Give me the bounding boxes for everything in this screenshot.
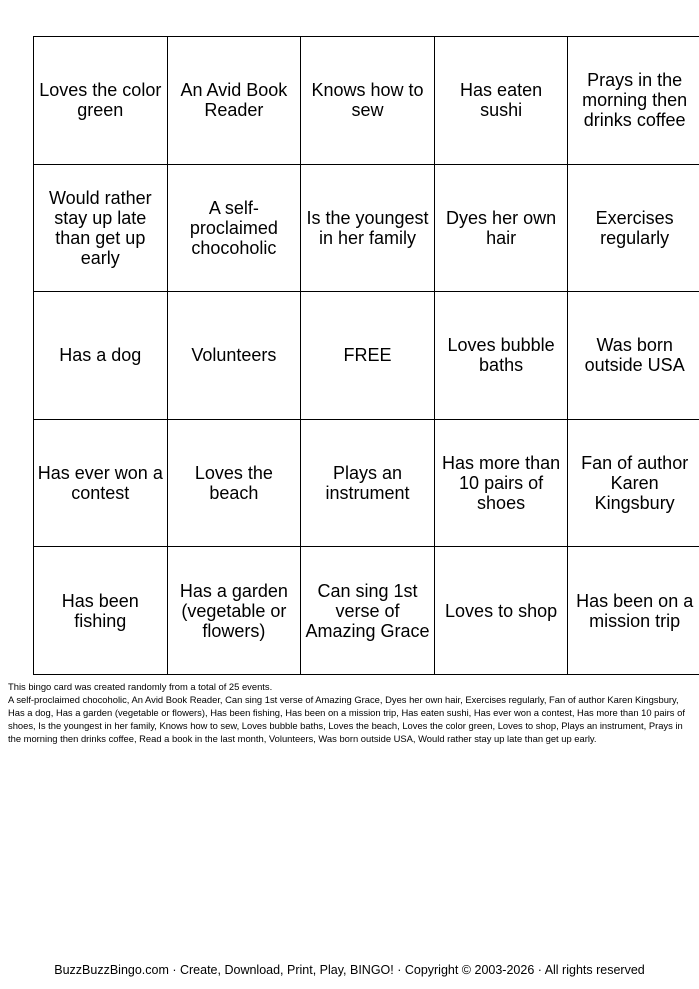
bingo-card-grid bbox=[33, 36, 699, 675]
bingo-cell[interactable]: An Avid Book Reader bbox=[167, 37, 301, 165]
bingo-cell[interactable]: Loves bubble baths bbox=[434, 292, 568, 420]
notes-event-list: A self-proclaimed chocoholic, An Avid Book Reader, Can sing 1st verse of Amazing Grace, Dyes her own hair, Exercises regularly, Fan of author Karen Kingsbury, Has a dog, Has a garden (vegetable or flowers), Has been fishing, Has been on a mission trip, Has eaten sushi, Has ever won a contest, Has more than 10 pairs of shoes, Is the youngest in her family, Knows how to sew, Loves bubble baths, Loves the beach, Loves the color green, Loves to shop, Plays an instrument, Prays in the morning then drinks coffee, Read a book in the last month, Volunteers, Was born outside USA, Would rather stay up late than get up early. bbox=[8, 694, 685, 744]
bingo-cell[interactable]: Prays in the morning then drinks coffee bbox=[568, 37, 699, 165]
bingo-row bbox=[34, 419, 699, 547]
bingo-cell[interactable]: Dyes her own hair bbox=[434, 164, 568, 292]
bingo-cell[interactable]: Loves the color green bbox=[34, 37, 168, 165]
bingo-cell[interactable]: Has a dog bbox=[34, 292, 168, 420]
bingo-cell[interactable]: Volunteers bbox=[167, 292, 301, 420]
bingo-cell[interactable]: Exercises regularly bbox=[568, 164, 699, 292]
bingo-cell[interactable]: Has been on a mission trip bbox=[568, 547, 699, 675]
bingo-cell[interactable]: Has more than 10 pairs of shoes bbox=[434, 419, 568, 547]
card-notes bbox=[8, 680, 692, 745]
bingo-cell[interactable]: Has ever won a contest bbox=[34, 419, 168, 547]
bingo-row bbox=[34, 164, 699, 292]
bingo-cell[interactable]: Can sing 1st verse of Amazing Grace bbox=[301, 547, 435, 675]
bingo-row bbox=[34, 547, 699, 675]
bingo-card-body bbox=[34, 37, 699, 675]
bingo-cell[interactable]: Has been fishing bbox=[34, 547, 168, 675]
bingo-cell[interactable]: Loves the beach bbox=[167, 419, 301, 547]
bingo-cell[interactable]: Would rather stay up late than get up early bbox=[34, 164, 168, 292]
bingo-cell[interactable]: Has eaten sushi bbox=[434, 37, 568, 165]
bingo-cell[interactable]: Was born outside USA bbox=[568, 292, 699, 420]
bingo-row bbox=[34, 37, 699, 165]
free-space-cell[interactable]: FREE bbox=[301, 292, 435, 420]
bingo-cell[interactable]: A self-proclaimed chocoholic bbox=[167, 164, 301, 292]
bingo-cell[interactable]: Fan of author Karen Kingsbury bbox=[568, 419, 699, 547]
site-footer: BuzzBuzzBingo.com · Create, Download, Print, Play, BINGO! · Copyright © 2003-2026 · All rights reserved bbox=[54, 963, 645, 977]
bingo-cell[interactable]: Loves to shop bbox=[434, 547, 568, 675]
bingo-cell[interactable]: Knows how to sew bbox=[301, 37, 435, 165]
notes-intro: This bingo card was created randomly from a total of 25 events. bbox=[8, 681, 273, 692]
bingo-cell[interactable]: Has a garden (vegetable or flowers) bbox=[167, 547, 301, 675]
bingo-cell[interactable]: Plays an instrument bbox=[301, 419, 435, 547]
bingo-cell[interactable]: Is the youngest in her family bbox=[301, 164, 435, 292]
bingo-row bbox=[34, 292, 699, 420]
